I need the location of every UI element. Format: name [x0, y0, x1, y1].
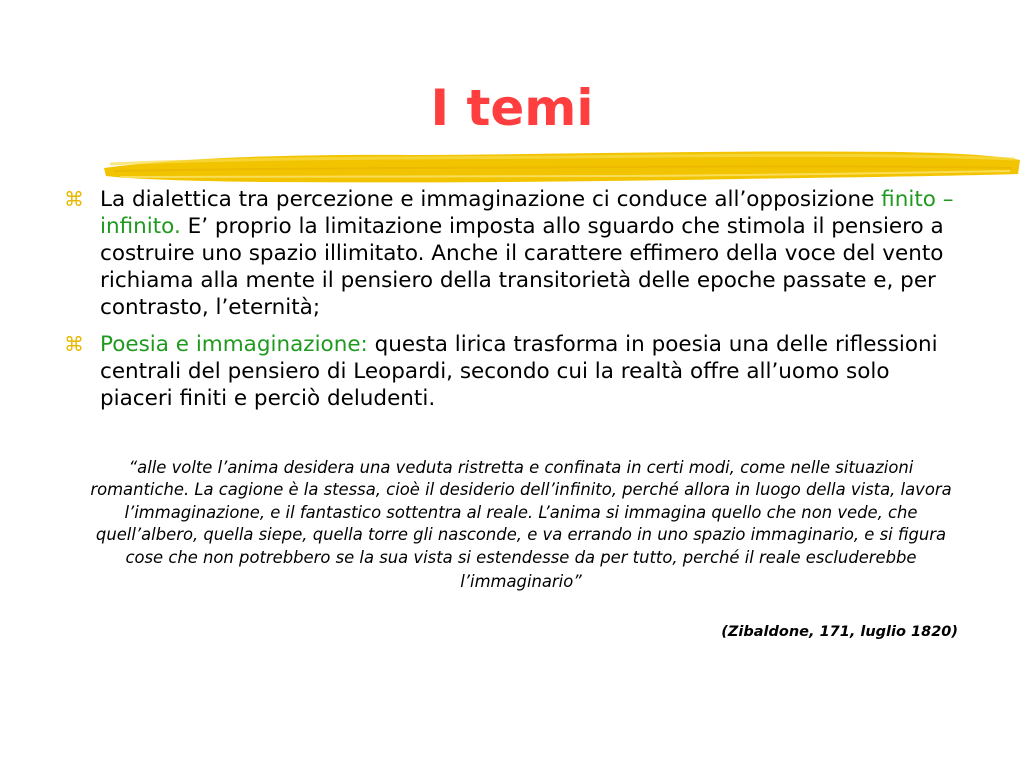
- slide-title: I temi: [430, 79, 594, 137]
- bullet-1-rest: E’ proprio la limitazione imposta allo sguardo che stimola il pensiero a costruire uno spazio illimitato. Anche il carattere effimero della voce del vento richiama alla mente il pensiero della transitorietà delle epoche passate e, per contrasto, l’eternità;: [100, 214, 944, 320]
- yellow-brush-stroke: [100, 146, 1024, 190]
- command-key-icon: ⌘: [64, 332, 84, 356]
- zibaldone-quote: [88, 457, 954, 593]
- quote-citation: (Zibaldone, 171, luglio 1820): [721, 624, 958, 640]
- bullet-item-1: [62, 186, 962, 321]
- bullet-2-highlight: Poesia e immaginazione:: [100, 332, 368, 357]
- bullet-1-highlight: finito – infinito.: [100, 187, 954, 239]
- command-key-icon: ⌘: [64, 187, 84, 211]
- bullet-list: [62, 186, 962, 422]
- bullet-1-intro: La dialettica tra percezione e immaginazione ci conduce all’opposizione: [100, 187, 882, 212]
- quote-body: “alle volte l’anima desidera una veduta ristretta e confinata in certi modi, come nelle situazioni romantiche. La cagione è la stessa, cioè il desiderio dell’infinito, perché allora in luogo della vista, lavora l’immaginazione, e il fantastico sottentra al reale. L’anima si immagina quello che non vede, che quell’albero, quella siepe, quella torre gli nasconde, e va errando in uno spazio immaginario, e si figura cose che non potrebbero se la sua vista si estendesse da per tutto, perché il reale escluderebbe: [90, 458, 952, 567]
- bullet-2-rest: questa lirica trasforma in poesia una delle riflessioni centrali del pensiero di Leopardi, secondo cui la realtà offre all’uomo solo piaceri finiti e perciò deludenti.: [100, 332, 938, 411]
- bullet-item-2: [62, 331, 962, 412]
- quote-last-line: l’immaginario”: [460, 572, 582, 592]
